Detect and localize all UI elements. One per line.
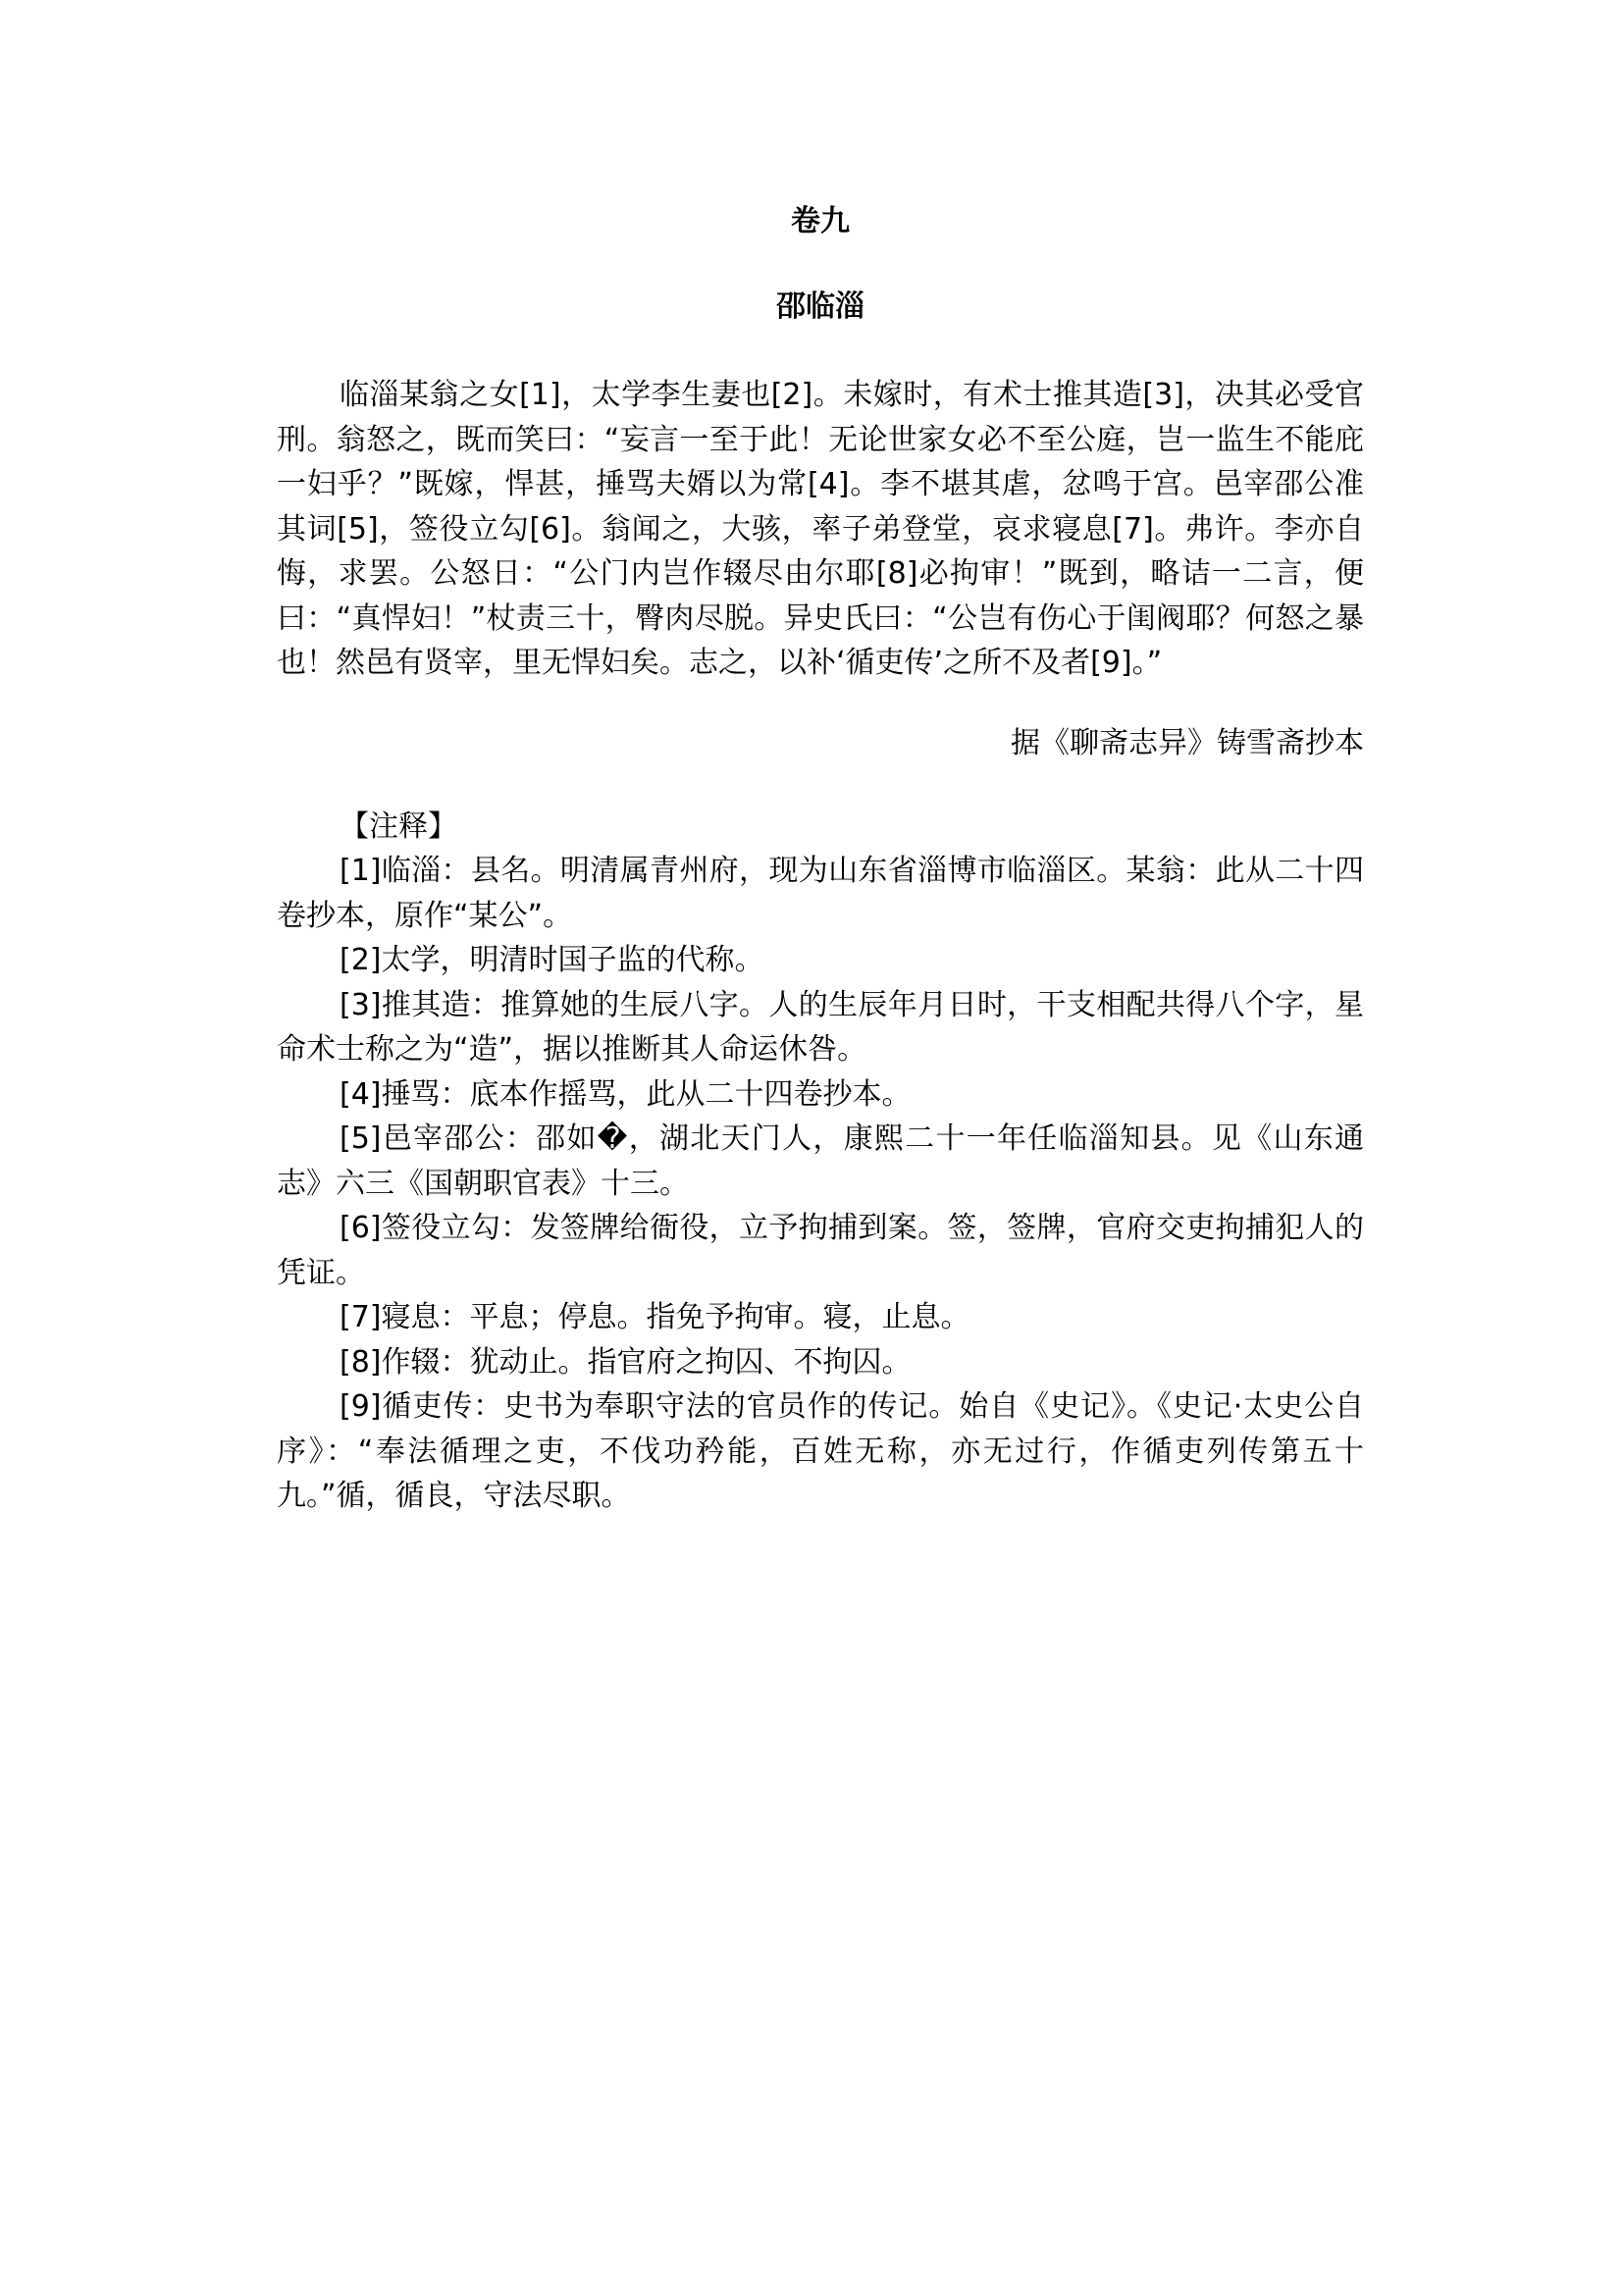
note-item: [2]太学，明清时国子监的代称。 [340,943,764,977]
note-item: [3]推其造：推算她的生辰八字。人的生辰年月日时，干支相配共得八个字，星命术士称之为“造”，据以推断其人命运休咎。 [277,987,1364,1067]
note-item: [7]寝息：平息；停息。指免予拘审。寝，止息。 [340,1300,970,1334]
notes-list [277,849,1364,1519]
note-item: [4]捶骂：底本作摇骂，此从二十四卷抄本。 [340,1076,912,1112]
chapter-title: 卷九 [791,204,850,238]
story-body: 临淄某翁之女[1]，太学李生妻也[2]。未嫁时，有术士推其造[3]，决其必受官刑。翁怒之，既而笑曰：“妄言一至于此！无论世家女必不至公庭，岂一监生不能庇一妇乎？”既嫁，悍甚，捶骂夫婿以为常[4]。李不堪其虐，忿鸣于宫。邑宰邵公准其词[5]，签役立勾[6]。翁闻之，大骇，率子弟登堂，哀求寝息[7]。弗许。李亦自悔，求罢。公怒日：“公门内岂作辍尽由尔耶[8]必拘审！”既到，略诘一二言，便曰：“真悍妇！”杖责三十，臀肉尽脱。异史氏曰：“公岂有伤心于闺阀耶？何怒之暴也！然邑有贤宰，里无悍妇矣。志之，以补‘循吏传’之所不及者[9]。” [277,378,1364,680]
story-title: 邵临淄 [776,289,864,324]
note-item: [8]作辍：犹动止。指官府之拘囚、不拘囚。 [340,1344,912,1380]
note-item: [5]邑宰邵公：邵如�，湖北天门人，康熙二十一年任临淄知县。见《山东通志》六三《国朝职官表》十三。 [277,1121,1364,1201]
note-item: [9]循吏传：史书为奉职守法的官员作的传记。始自《史记》。《史记·太史公自序》：“奉法循理之吏，不伐功矜能，百姓无称，亦无过行，作循吏列传第五十九。”循，循良，守法尽职。 [277,1389,1364,1513]
note-item: [6]签役立勾：发签牌给衙役，立予拘捕到案。签，签牌，官府交吏拘捕犯人的凭证。 [277,1211,1364,1290]
note-item: [1]临淄：县名。明清属青州府，现为山东省淄博市临淄区。某翁：此从二十四卷抄本，原作“某公”。 [277,854,1364,933]
notes-heading: 【注释】 [340,809,457,844]
source-attribution: 据《聊斋志异》铸雪斋抄本 [1011,726,1364,760]
